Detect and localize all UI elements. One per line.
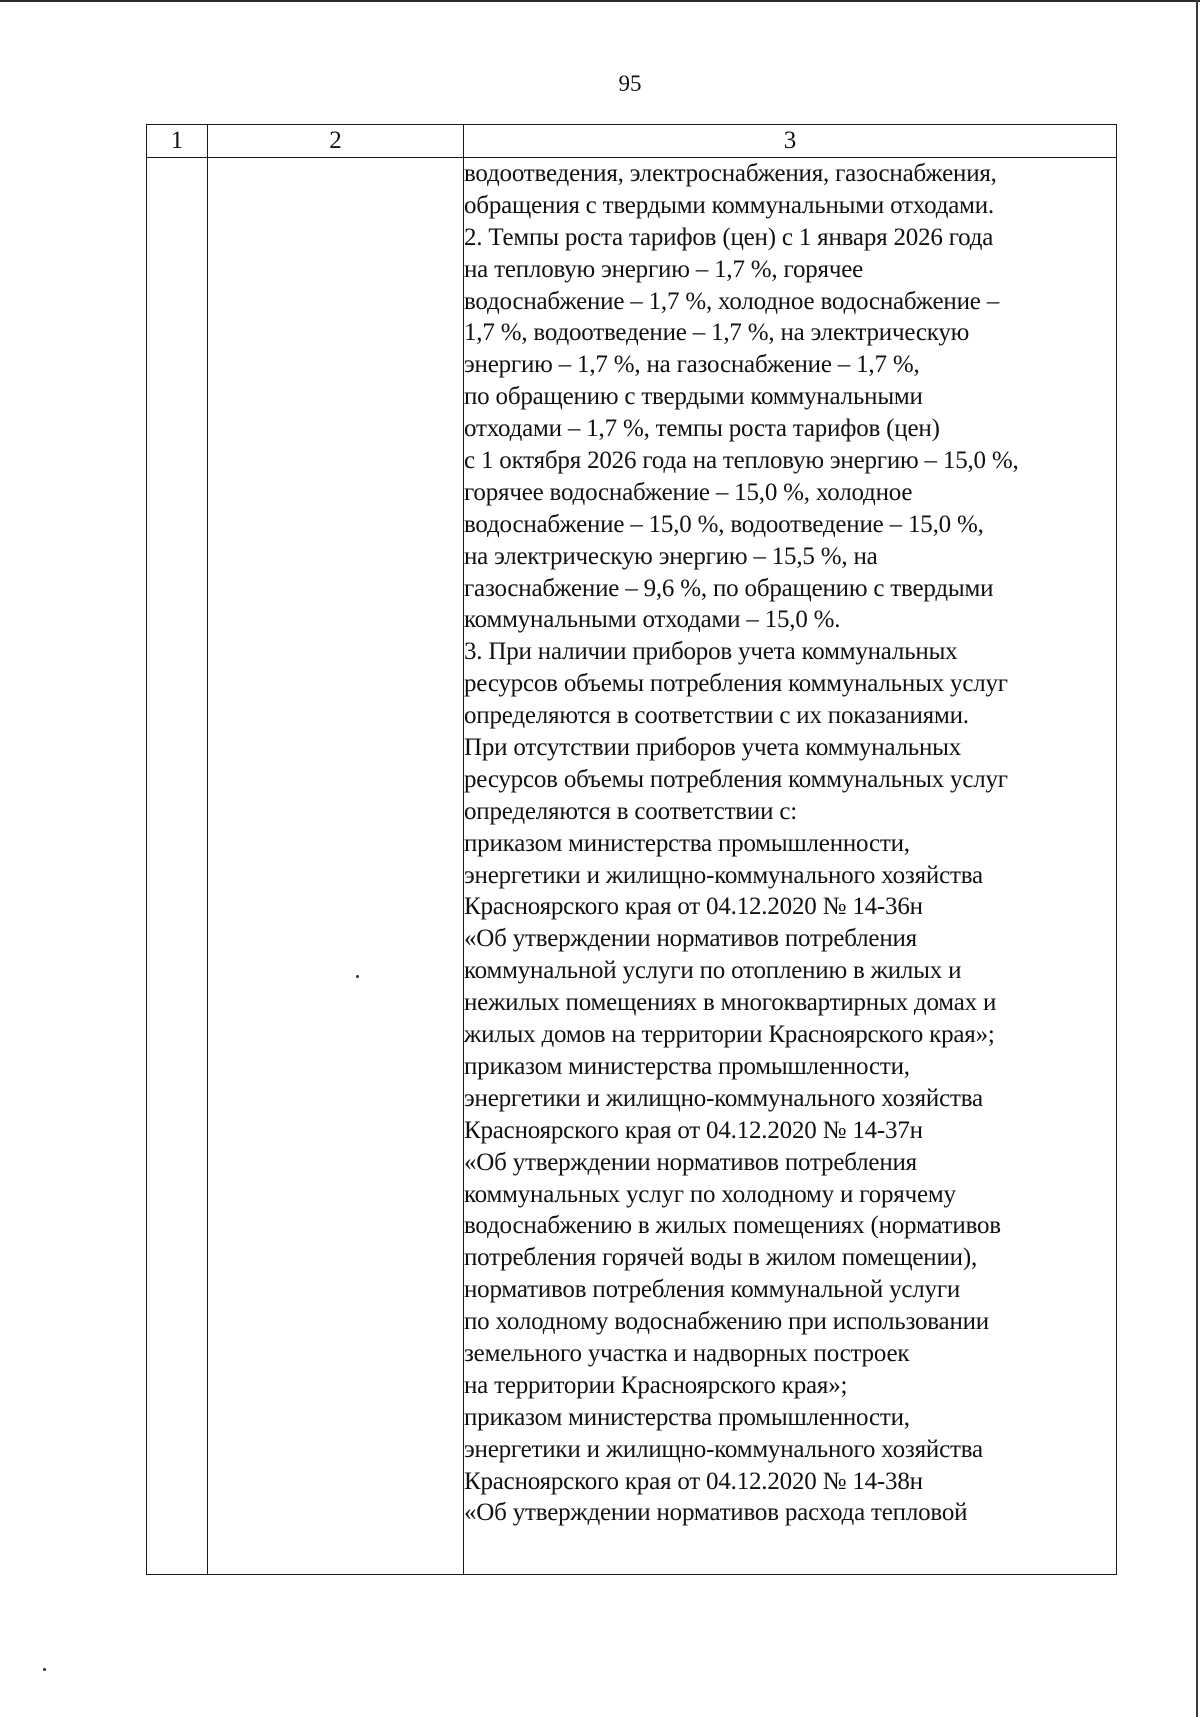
text-line: Красноярского края от 04.12.2020 № 14-36н <box>464 893 923 921</box>
text-line: водоснабжение – 15,0 %, водоотведение – 15,0 %, <box>464 510 984 538</box>
table-header-row <box>147 125 1117 158</box>
text-line: 1,7 %, водоотведение – 1,7 %, на электрическую <box>464 319 970 347</box>
column-1-cell <box>147 158 208 1575</box>
column-header-1: 1 <box>147 125 208 158</box>
column-3-cell <box>464 158 1117 1575</box>
page-number: 95 <box>618 71 642 96</box>
text-line: «Об утверждении нормативов расхода тепловой <box>464 1499 968 1527</box>
text-line: 3. При наличии приборов учета коммунальных <box>464 638 958 666</box>
text-line: горячее водоснабжение – 15,0 %, холодное <box>464 478 913 506</box>
text-line: определяются в соответствии с: <box>464 797 797 825</box>
text-line: «Об утверждении нормативов потребления <box>464 1148 917 1176</box>
table-row <box>147 158 1117 1575</box>
text-line: приказом министерства промышленности, <box>464 1052 910 1080</box>
scan-right-edge <box>1196 0 1198 1717</box>
text-line: определяются в соответствии с их показаниями. <box>464 702 969 730</box>
document-table <box>146 124 1117 1575</box>
text-line: энергетики и жилищно-коммунального хозяйства <box>464 1084 983 1112</box>
text-line: нормативов потребления коммунальной услуги <box>464 1276 961 1304</box>
text-line: водоснабжению в жилых помещениях (нормативов <box>464 1212 1001 1240</box>
text-line: энергетики и жилищно-коммунального хозяйства <box>464 1435 983 1463</box>
text-line: коммунальных услуг по холодному и горячему <box>464 1180 956 1208</box>
text-line: отходами – 1,7 %, темпы роста тарифов (цен) <box>464 415 940 443</box>
text-line: потребления горячей воды в жилом помещении), <box>464 1244 978 1272</box>
text-line: водоснабжение – 1,7 %, холодное водоснабжение – <box>464 287 1000 315</box>
scan-top-edge <box>0 0 1200 2</box>
text-line: на электрическую энергию – 15,5 %, на <box>464 542 878 570</box>
text-line: по холодному водоснабжению при использовании <box>464 1308 989 1336</box>
text-line: ресурсов объемы потребления коммунальных услуг <box>464 765 1008 793</box>
text-line: газоснабжение – 9,6 %, по обращению с твердыми <box>464 574 994 602</box>
text-line: 2. Темпы роста тарифов (цен) с 1 января 2026 года <box>464 223 994 251</box>
text-line: на тепловую энергию – 1,7 %, горячее <box>464 255 864 283</box>
column-header-3: 3 <box>464 125 1117 158</box>
text-line: коммунальными отходами – 15,0 %. <box>464 606 841 634</box>
scan-speck <box>356 975 359 978</box>
text-line: энергетики и жилищно-коммунального хозяйства <box>464 861 983 889</box>
text-line: «Об утверждении нормативов потребления <box>464 925 917 953</box>
text-line: с 1 октября 2026 года на тепловую энергию – 15,0 %, <box>464 447 1019 475</box>
text-line: Красноярского края от 04.12.2020 № 14-37н <box>464 1116 923 1144</box>
text-line: по обращению с твердыми коммунальными <box>464 383 923 411</box>
text-line: Красноярского края от 04.12.2020 № 14-38н <box>464 1467 923 1495</box>
text-line: водоотведения, электроснабжения, газоснабжения, <box>464 160 997 187</box>
text-line: коммунальной услуги по отоплению в жилых и <box>464 957 962 985</box>
text-line: приказом министерства промышленности, <box>464 829 910 857</box>
text-line: При отсутствии приборов учета коммунальных <box>464 734 962 762</box>
text-line: жилых домов на территории Красноярского края»; <box>464 1021 995 1049</box>
column-header-2: 2 <box>208 125 464 158</box>
column-2-cell <box>208 158 464 1575</box>
scan-speck <box>43 1668 46 1671</box>
text-line: обращения с твердыми коммунальными отходами. <box>464 191 994 219</box>
column-3-text <box>464 158 1116 1529</box>
text-line: на территории Красноярского края»; <box>464 1371 848 1399</box>
text-line: приказом министерства промышленности, <box>464 1403 910 1431</box>
text-line: земельного участка и надворных построек <box>464 1339 910 1367</box>
text-line: энергию – 1,7 %, на газоснабжение – 1,7 %, <box>464 351 920 379</box>
text-line: нежилых помещениях в многоквартирных домах и <box>464 989 997 1017</box>
text-line: ресурсов объемы потребления коммунальных услуг <box>464 670 1008 698</box>
